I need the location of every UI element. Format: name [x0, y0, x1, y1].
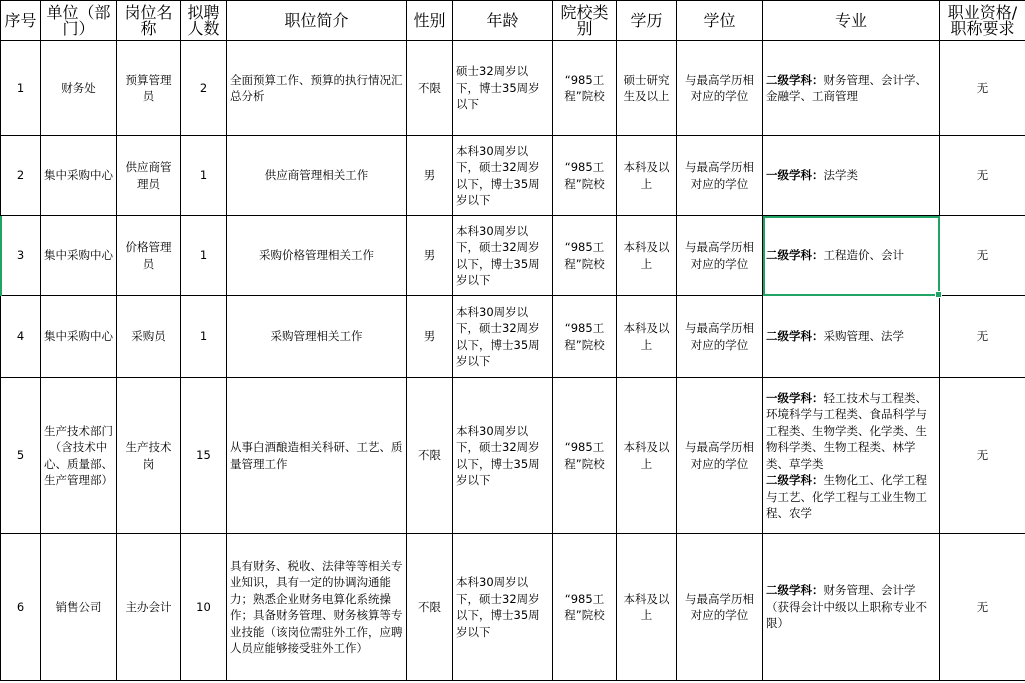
- cell-dept[interactable]: 集中采购中心: [41, 296, 117, 378]
- table-row: [1, 136, 1025, 216]
- cell-cert[interactable]: 无: [940, 136, 1025, 216]
- cell-desc[interactable]: 全面预算工作、预算的执行情况汇总分析: [227, 41, 407, 136]
- cell-gender[interactable]: 男: [407, 216, 453, 296]
- cell-cert[interactable]: 无: [940, 378, 1025, 534]
- cell-age[interactable]: 本科30周岁以下，硕士32周岁以下，博士35周岁以下: [453, 136, 553, 216]
- cell-edu[interactable]: 硕士研究生及以上: [617, 41, 677, 136]
- cell-post[interactable]: 采购员: [117, 296, 181, 378]
- cell-edu[interactable]: 本科及以上: [617, 136, 677, 216]
- cell-school[interactable]: “985工程”院校: [553, 534, 617, 681]
- major-text: 生物化工、化学工程与工艺、化学工程与工业生物工程、农学: [766, 473, 927, 520]
- header-cell[interactable]: 学位: [677, 1, 763, 41]
- header-cell[interactable]: 性别: [407, 1, 453, 41]
- cell-cert[interactable]: 无: [940, 296, 1025, 378]
- major-text: 法学类: [823, 168, 858, 183]
- header-cell[interactable]: 单位（部门）: [41, 1, 117, 41]
- cell-no[interactable]: 2: [1, 136, 41, 216]
- cell-cert[interactable]: 无: [940, 41, 1025, 136]
- major-text: 财务管理、会计学、金融学、工商管理: [766, 72, 927, 103]
- cell-dept[interactable]: 集中采购中心: [41, 136, 117, 216]
- cell-school[interactable]: “985工程”院校: [553, 296, 617, 378]
- cell-school[interactable]: “985工程”院校: [553, 378, 617, 534]
- cell-no[interactable]: 1: [1, 41, 41, 136]
- cell-major[interactable]: [763, 534, 940, 681]
- header-cell[interactable]: 职位简介: [227, 1, 407, 41]
- cell-dept[interactable]: 销售公司: [41, 534, 117, 681]
- cell-degree[interactable]: 与最高学历相对应的学位: [677, 136, 763, 216]
- cell-desc[interactable]: 采购管理相关工作: [227, 296, 407, 378]
- cell-post[interactable]: 价格管理员: [117, 216, 181, 296]
- cell-desc[interactable]: 从事白酒酿造相关科研、工艺、质量管理工作: [227, 378, 407, 534]
- cell-edu[interactable]: 本科及以上: [617, 534, 677, 681]
- major-text: 采购管理、法学: [823, 329, 904, 344]
- cell-count[interactable]: 15: [181, 378, 227, 534]
- cell-age[interactable]: 本科30周岁以下，硕士32周岁以下，博士35周岁以下: [453, 534, 553, 681]
- cell-count[interactable]: 1: [181, 296, 227, 378]
- table-row: [1, 534, 1025, 681]
- major-text: 轻工技术与工程类、环境科学与工程类、食品科学与工程类、生物学类、化学类、生物科学类、生物工程类、林学类、草学类: [766, 390, 927, 471]
- major-text: 财务管理、会计学（获得会计中级以上职称专业不限）: [766, 583, 927, 631]
- cell-count[interactable]: 1: [181, 136, 227, 216]
- major-label: 二级学科：: [766, 72, 824, 87]
- cell-major[interactable]: [763, 296, 940, 378]
- cell-gender[interactable]: 男: [407, 136, 453, 216]
- cell-post[interactable]: 预算管理员: [117, 41, 181, 136]
- cell-edu[interactable]: 本科及以上: [617, 296, 677, 378]
- cell-desc[interactable]: 具有财务、税收、法律等等相关专业知识，具有一定的协调沟通能力；熟悉企业财务电算化系统操作；具备财务管理、财务核算等专业技能（该岗位需驻外工作，应聘人员应能够接受驻外工作）: [227, 534, 407, 681]
- cell-school[interactable]: “985工程”院校: [553, 136, 617, 216]
- cell-degree[interactable]: 与最高学历相对应的学位: [677, 296, 763, 378]
- table-row: [1, 296, 1025, 378]
- table-row: [1, 41, 1025, 136]
- row-selection-indicator: [0, 216, 2, 296]
- cell-dept[interactable]: 生产技术部门（含技术中心、质量部、生产管理部）: [41, 378, 117, 534]
- cell-school[interactable]: “985工程”院校: [553, 41, 617, 136]
- cell-no[interactable]: 6: [1, 534, 41, 681]
- header-cell[interactable]: 专业: [763, 1, 940, 41]
- header-cell[interactable]: 院校类别: [553, 1, 617, 41]
- cell-gender[interactable]: 不限: [407, 378, 453, 534]
- major-label: 二级学科：: [766, 248, 824, 263]
- cell-no[interactable]: 5: [1, 378, 41, 534]
- cell-dept[interactable]: 财务处: [41, 41, 117, 136]
- major-text: 工程造价、会计: [823, 248, 904, 263]
- cell-post[interactable]: 主办会计: [117, 534, 181, 681]
- major-label: 一级学科：: [766, 390, 824, 405]
- cell-post[interactable]: 供应商管理员: [117, 136, 181, 216]
- cell-major-selected[interactable]: [763, 216, 940, 296]
- cell-count[interactable]: 10: [181, 534, 227, 681]
- cell-degree[interactable]: 与最高学历相对应的学位: [677, 534, 763, 681]
- cell-desc[interactable]: 供应商管理相关工作: [227, 136, 407, 216]
- cell-gender[interactable]: 男: [407, 296, 453, 378]
- cell-degree[interactable]: 与最高学历相对应的学位: [677, 216, 763, 296]
- cell-major[interactable]: [763, 378, 940, 534]
- header-cell[interactable]: 拟聘人数: [181, 1, 227, 41]
- cell-major[interactable]: [763, 136, 940, 216]
- cell-gender[interactable]: 不限: [407, 41, 453, 136]
- header-cell[interactable]: 年龄: [453, 1, 553, 41]
- cell-dept[interactable]: 集中采购中心: [41, 216, 117, 296]
- major-label: 二级学科：: [766, 583, 824, 598]
- major-label: 二级学科：: [766, 329, 824, 344]
- cell-age[interactable]: 硕士32周岁以下，博士35周岁以下: [453, 41, 553, 136]
- cell-no[interactable]: 4: [1, 296, 41, 378]
- major-label: 二级学科：: [766, 473, 824, 487]
- cell-no[interactable]: 3: [1, 216, 41, 296]
- cell-degree[interactable]: 与最高学历相对应的学位: [677, 41, 763, 136]
- header-cell[interactable]: 学历: [617, 1, 677, 41]
- cell-degree[interactable]: 与最高学历相对应的学位: [677, 378, 763, 534]
- cell-desc[interactable]: 采购价格管理相关工作: [227, 216, 407, 296]
- cell-cert[interactable]: 无: [940, 216, 1025, 296]
- header-row: [1, 1, 1025, 41]
- cell-age[interactable]: 本科30周岁以下，硕士32周岁以下，博士35周岁以下: [453, 216, 553, 296]
- cell-age[interactable]: 本科30周岁以下，硕士32周岁以下，博士35周岁以下: [453, 296, 553, 378]
- cell-edu[interactable]: 本科及以上: [617, 378, 677, 534]
- table-row: [1, 378, 1025, 534]
- header-cell[interactable]: 岗位名称: [117, 1, 181, 41]
- cell-school[interactable]: “985工程”院校: [553, 216, 617, 296]
- major-label: 一级学科：: [766, 168, 824, 183]
- cell-major[interactable]: [763, 41, 940, 136]
- cell-edu[interactable]: 本科及以上: [617, 216, 677, 296]
- cell-post[interactable]: 生产技术岗: [117, 378, 181, 534]
- cell-age[interactable]: 本科30周岁以下，硕士32周岁以下，博士35周岁以下: [453, 378, 553, 534]
- header-cell[interactable]: 职业资格/职称要求: [940, 1, 1025, 41]
- table-row: [1, 216, 1025, 296]
- cell-fill-handle[interactable]: [935, 291, 942, 298]
- cell-cert[interactable]: 无: [940, 534, 1025, 681]
- header-cell[interactable]: 序号: [1, 1, 41, 41]
- cell-count[interactable]: 2: [181, 41, 227, 136]
- cell-count[interactable]: 1: [181, 216, 227, 296]
- cell-gender[interactable]: 不限: [407, 534, 453, 681]
